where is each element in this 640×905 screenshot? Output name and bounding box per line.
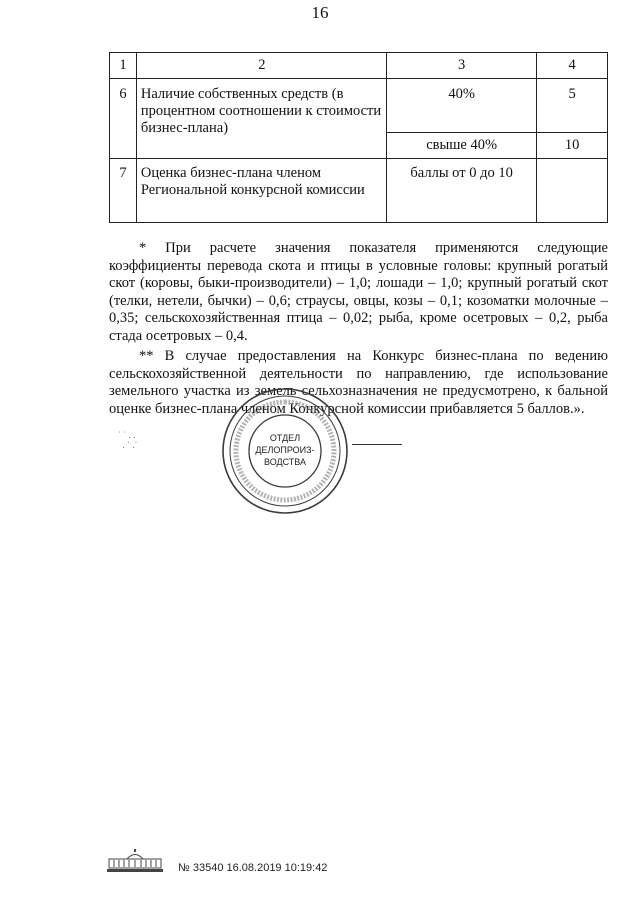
- row6-score-2: 10: [537, 133, 608, 159]
- row6-number: 6: [110, 79, 137, 159]
- footnote-2: ** В случае предоставления на Конкурс бизнес-плана по ведению сельскохозяйственной деятельности по направлению, где использование земельного участка из земель сельхозназначения не предусмотрено, к бальной оценке бизнес-плана членом Конкурсной комиссии прибавляется 5 баллов.».: [109, 348, 608, 417]
- row7-number: 7: [110, 159, 137, 223]
- office-stamp: [221, 387, 349, 515]
- criteria-table: [109, 52, 608, 223]
- footnotes: [109, 240, 608, 421]
- row6-value-1: 40%: [386, 79, 536, 133]
- signature-line: [352, 444, 402, 445]
- stamp-line-1: ОТДЕЛ: [269, 433, 301, 443]
- page-number: 16: [311, 3, 329, 22]
- header-col-3: 3: [386, 53, 536, 79]
- header-col-4: 4: [537, 53, 608, 79]
- row6-value-2: свыше 40%: [386, 133, 536, 159]
- row7-value: баллы от 0 до 10: [386, 159, 536, 223]
- row6-criterion: Наличие собственных средств (в процентном соотношении к стоимости бизнес-плана): [136, 79, 386, 159]
- scan-marks: ˙ ˙ . . . ˙ .˙: [118, 430, 138, 450]
- footnote-1: * При расчете значения показателя применяются следующие коэффициенты перевода скота и птицы в условные головы: крупный рогатый скот (коровы, быки-производители) – 1,0; лошади – 1,0; крупный рогатый скот (телки, нетели, бычки) – 0,6; страусы, овцы, козы – 0,1; козоматки молочные – 0,35; сельскохозяйственная птица – 0,02; рыба, кроме осетровых – 0,2, рыба стада осетровых – 0,4.: [109, 240, 608, 344]
- header-col-1: 1: [110, 53, 137, 79]
- document-registration-info: № 33540 16.08.2019 10:19:42: [178, 862, 328, 874]
- table-row: [110, 159, 608, 223]
- stamp-line-2: ДЕЛОПРОИЗ-: [255, 445, 315, 455]
- row7-criterion: Оценка бизнес-плана членом Региональной конкурсной комиссии: [136, 159, 386, 223]
- stamp-line-3: ВОДСТВА: [263, 457, 307, 467]
- government-building-icon: [105, 848, 165, 874]
- row6-score-1: 5: [537, 79, 608, 133]
- row7-score: [537, 159, 608, 223]
- table-row: [110, 79, 608, 133]
- table-header-row: [110, 53, 608, 79]
- header-col-2: 2: [136, 53, 386, 79]
